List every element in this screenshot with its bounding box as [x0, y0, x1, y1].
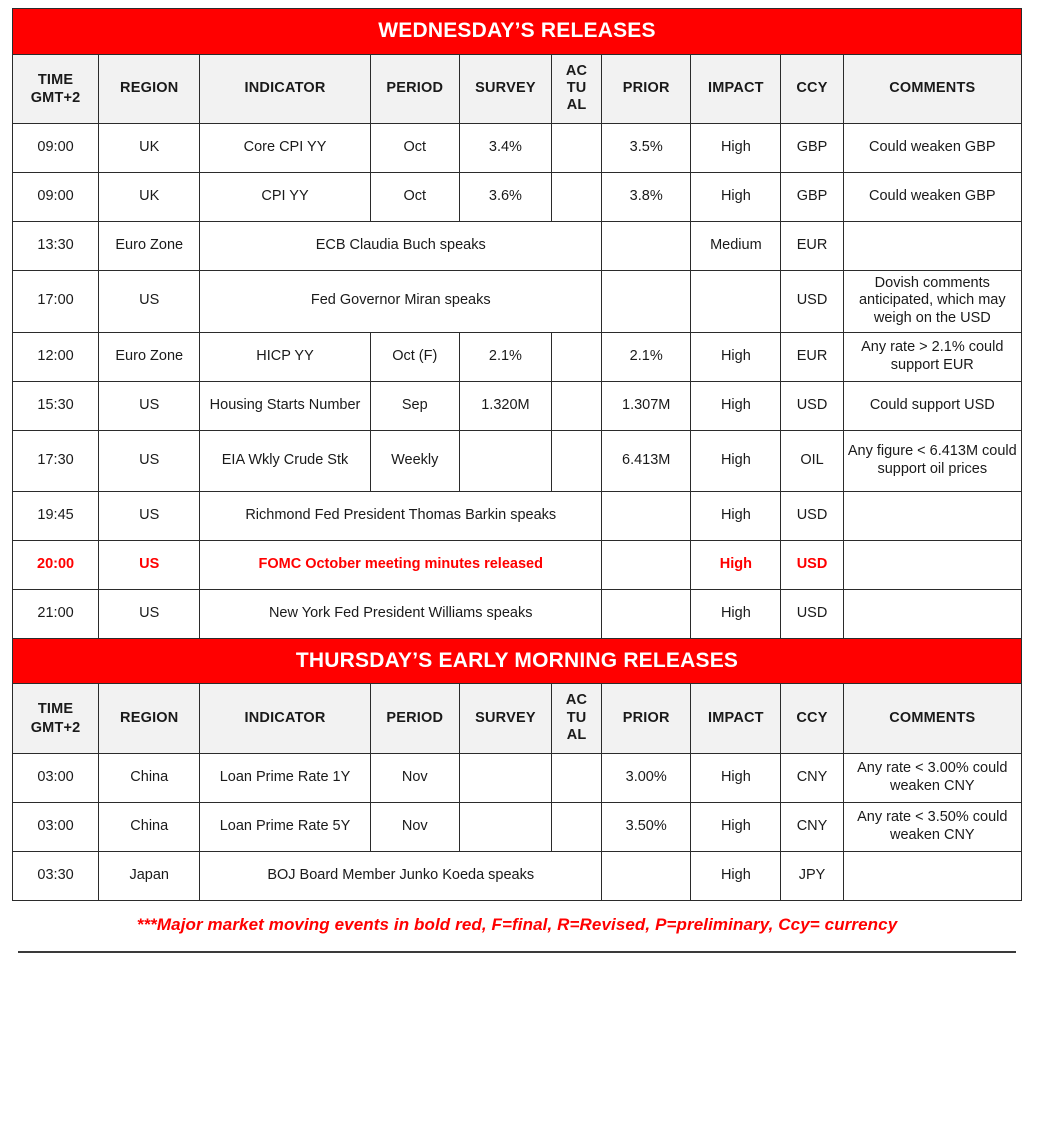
cell-comments — [843, 491, 1021, 540]
cell-indicator: EIA Wkly Crude Stk — [200, 430, 370, 491]
cell-region: US — [99, 430, 200, 491]
cell-prior: 6.413M — [602, 430, 691, 491]
cell-actual — [552, 172, 602, 221]
cell-region: US — [99, 491, 200, 540]
cell-ccy: USD — [781, 589, 843, 638]
cell-period: Oct (F) — [370, 332, 459, 381]
cell-actual — [552, 802, 602, 851]
cell-event-description: New York Fed President Williams speaks — [200, 589, 602, 638]
cell-prior — [602, 851, 691, 900]
cell-indicator: Loan Prime Rate 5Y — [200, 802, 370, 851]
cell-prior — [602, 491, 691, 540]
cell-ccy: CNY — [781, 753, 843, 802]
table-row — [13, 221, 1022, 270]
cell-impact: High — [691, 802, 781, 851]
cell-time: 17:30 — [13, 430, 99, 491]
cell-ccy: CNY — [781, 802, 843, 851]
cell-prior: 3.8% — [602, 172, 691, 221]
cell-comments — [843, 221, 1021, 270]
column-header-actual: AC TU AL — [552, 684, 602, 753]
table-row — [13, 540, 1022, 589]
column-header-indicator: INDICATOR — [200, 684, 370, 753]
cell-time: 12:00 — [13, 332, 99, 381]
cell-prior: 3.00% — [602, 753, 691, 802]
cell-period: Sep — [370, 381, 459, 430]
cell-comments: Any rate < 3.50% could weaken CNY — [843, 802, 1021, 851]
cell-time: 19:45 — [13, 491, 99, 540]
cell-indicator: Housing Starts Number — [200, 381, 370, 430]
column-header-survey: SURVEY — [459, 684, 551, 753]
cell-ccy: USD — [781, 381, 843, 430]
section-banner-thursday — [13, 638, 1022, 684]
cell-impact: High — [691, 491, 781, 540]
cell-prior: 2.1% — [602, 332, 691, 381]
cell-comments: Could weaken GBP — [843, 123, 1021, 172]
cell-impact: High — [691, 430, 781, 491]
column-header-prior: PRIOR — [602, 54, 691, 123]
cell-ccy: EUR — [781, 332, 843, 381]
cell-region: UK — [99, 172, 200, 221]
cell-impact: High — [691, 540, 781, 589]
cell-actual — [552, 332, 602, 381]
cell-actual — [552, 753, 602, 802]
legend-footnote: ***Major market moving events in bold red, F=final, R=Revised, P=preliminary, Ccy= currency — [136, 914, 898, 934]
column-header-indicator: INDICATOR — [200, 54, 370, 123]
cell-indicator: Core CPI YY — [200, 123, 370, 172]
cell-ccy: EUR — [781, 221, 843, 270]
cell-period: Weekly — [370, 430, 459, 491]
cell-period: Oct — [370, 172, 459, 221]
cell-ccy: USD — [781, 491, 843, 540]
column-header-impact: IMPACT — [691, 54, 781, 123]
cell-survey: 2.1% — [459, 332, 551, 381]
cell-time: 09:00 — [13, 123, 99, 172]
cell-ccy: GBP — [781, 172, 843, 221]
column-header-time: TIME GMT+2 — [13, 54, 99, 123]
cell-impact: High — [691, 589, 781, 638]
column-header-ccy: CCY — [781, 684, 843, 753]
section-banner-wednesday — [13, 9, 1022, 55]
cell-impact — [691, 270, 781, 332]
bottom-divider — [18, 951, 1016, 953]
cell-region: Euro Zone — [99, 221, 200, 270]
cell-time: 03:00 — [13, 753, 99, 802]
cell-period: Oct — [370, 123, 459, 172]
cell-comments: Any rate < 3.00% could weaken CNY — [843, 753, 1021, 802]
cell-time: 21:00 — [13, 589, 99, 638]
cell-impact: High — [691, 753, 781, 802]
column-header-prior: PRIOR — [602, 684, 691, 753]
cell-region: UK — [99, 123, 200, 172]
cell-ccy: JPY — [781, 851, 843, 900]
cell-comments: Dovish comments anticipated, which may weigh on the USD — [843, 270, 1021, 332]
cell-indicator: Loan Prime Rate 1Y — [200, 753, 370, 802]
cell-event-description: Richmond Fed President Thomas Barkin speaks — [200, 491, 602, 540]
table-row — [13, 851, 1022, 900]
cell-comments — [843, 540, 1021, 589]
cell-time: 17:00 — [13, 270, 99, 332]
column-header-region: REGION — [99, 684, 200, 753]
economic-calendar-table — [12, 8, 1022, 901]
cell-comments: Any rate > 2.1% could support EUR — [843, 332, 1021, 381]
cell-event-description: FOMC October meeting minutes released — [200, 540, 602, 589]
cell-time: 09:00 — [13, 172, 99, 221]
cell-comments: Could weaken GBP — [843, 172, 1021, 221]
cell-region: China — [99, 753, 200, 802]
table-row — [13, 381, 1022, 430]
calendar-body — [13, 9, 1022, 901]
cell-survey: 3.6% — [459, 172, 551, 221]
cell-actual — [552, 381, 602, 430]
cell-impact: High — [691, 332, 781, 381]
cell-survey — [459, 753, 551, 802]
cell-region: US — [99, 381, 200, 430]
table-row — [13, 430, 1022, 491]
cell-actual — [552, 430, 602, 491]
column-header-time: TIME GMT+2 — [13, 684, 99, 753]
cell-period: Nov — [370, 802, 459, 851]
cell-impact: High — [691, 172, 781, 221]
cell-time: 13:30 — [13, 221, 99, 270]
cell-prior: 3.50% — [602, 802, 691, 851]
cell-region: Japan — [99, 851, 200, 900]
table-row — [13, 802, 1022, 851]
cell-comments: Could support USD — [843, 381, 1021, 430]
section-banner-label: THURSDAY’S EARLY MORNING RELEASES — [13, 638, 1022, 684]
table-row — [13, 589, 1022, 638]
column-header-region: REGION — [99, 54, 200, 123]
cell-comments — [843, 851, 1021, 900]
cell-actual — [552, 123, 602, 172]
cell-time: 03:00 — [13, 802, 99, 851]
cell-event-description: ECB Claudia Buch speaks — [200, 221, 602, 270]
cell-comments: Any figure < 6.413M could support oil prices — [843, 430, 1021, 491]
column-header-comments: COMMENTS — [843, 684, 1021, 753]
column-header-comments: COMMENTS — [843, 54, 1021, 123]
cell-region: US — [99, 540, 200, 589]
cell-region: US — [99, 589, 200, 638]
cell-impact: High — [691, 381, 781, 430]
cell-prior — [602, 270, 691, 332]
section-banner-label: WEDNESDAY’S RELEASES — [13, 9, 1022, 55]
column-header-ccy: CCY — [781, 54, 843, 123]
column-header-actual: AC TU AL — [552, 54, 602, 123]
cell-time: 15:30 — [13, 381, 99, 430]
cell-impact: High — [691, 851, 781, 900]
table-row — [13, 172, 1022, 221]
column-header-row-wednesday — [13, 54, 1022, 123]
cell-impact: High — [691, 123, 781, 172]
column-header-row-thursday — [13, 684, 1022, 753]
column-header-period: PERIOD — [370, 54, 459, 123]
cell-time: 03:30 — [13, 851, 99, 900]
cell-comments — [843, 589, 1021, 638]
cell-prior — [602, 589, 691, 638]
cell-region: Euro Zone — [99, 332, 200, 381]
cell-period: Nov — [370, 753, 459, 802]
cell-ccy: USD — [781, 540, 843, 589]
cell-survey — [459, 430, 551, 491]
cell-event-description: Fed Governor Miran speaks — [200, 270, 602, 332]
cell-region: China — [99, 802, 200, 851]
cell-survey: 1.320M — [459, 381, 551, 430]
column-header-survey: SURVEY — [459, 54, 551, 123]
table-row — [13, 332, 1022, 381]
cell-region: US — [99, 270, 200, 332]
table-row — [13, 491, 1022, 540]
cell-indicator: HICP YY — [200, 332, 370, 381]
cell-time: 20:00 — [13, 540, 99, 589]
table-row — [13, 270, 1022, 332]
cell-prior: 1.307M — [602, 381, 691, 430]
cell-prior — [602, 221, 691, 270]
column-header-impact: IMPACT — [691, 684, 781, 753]
column-header-period: PERIOD — [370, 684, 459, 753]
cell-prior: 3.5% — [602, 123, 691, 172]
cell-survey: 3.4% — [459, 123, 551, 172]
cell-impact: Medium — [691, 221, 781, 270]
cell-survey — [459, 802, 551, 851]
cell-indicator: CPI YY — [200, 172, 370, 221]
cell-prior — [602, 540, 691, 589]
cell-ccy: USD — [781, 270, 843, 332]
table-row — [13, 753, 1022, 802]
cell-ccy: GBP — [781, 123, 843, 172]
cell-event-description: BOJ Board Member Junko Koeda speaks — [200, 851, 602, 900]
table-row — [13, 123, 1022, 172]
cell-ccy: OIL — [781, 430, 843, 491]
